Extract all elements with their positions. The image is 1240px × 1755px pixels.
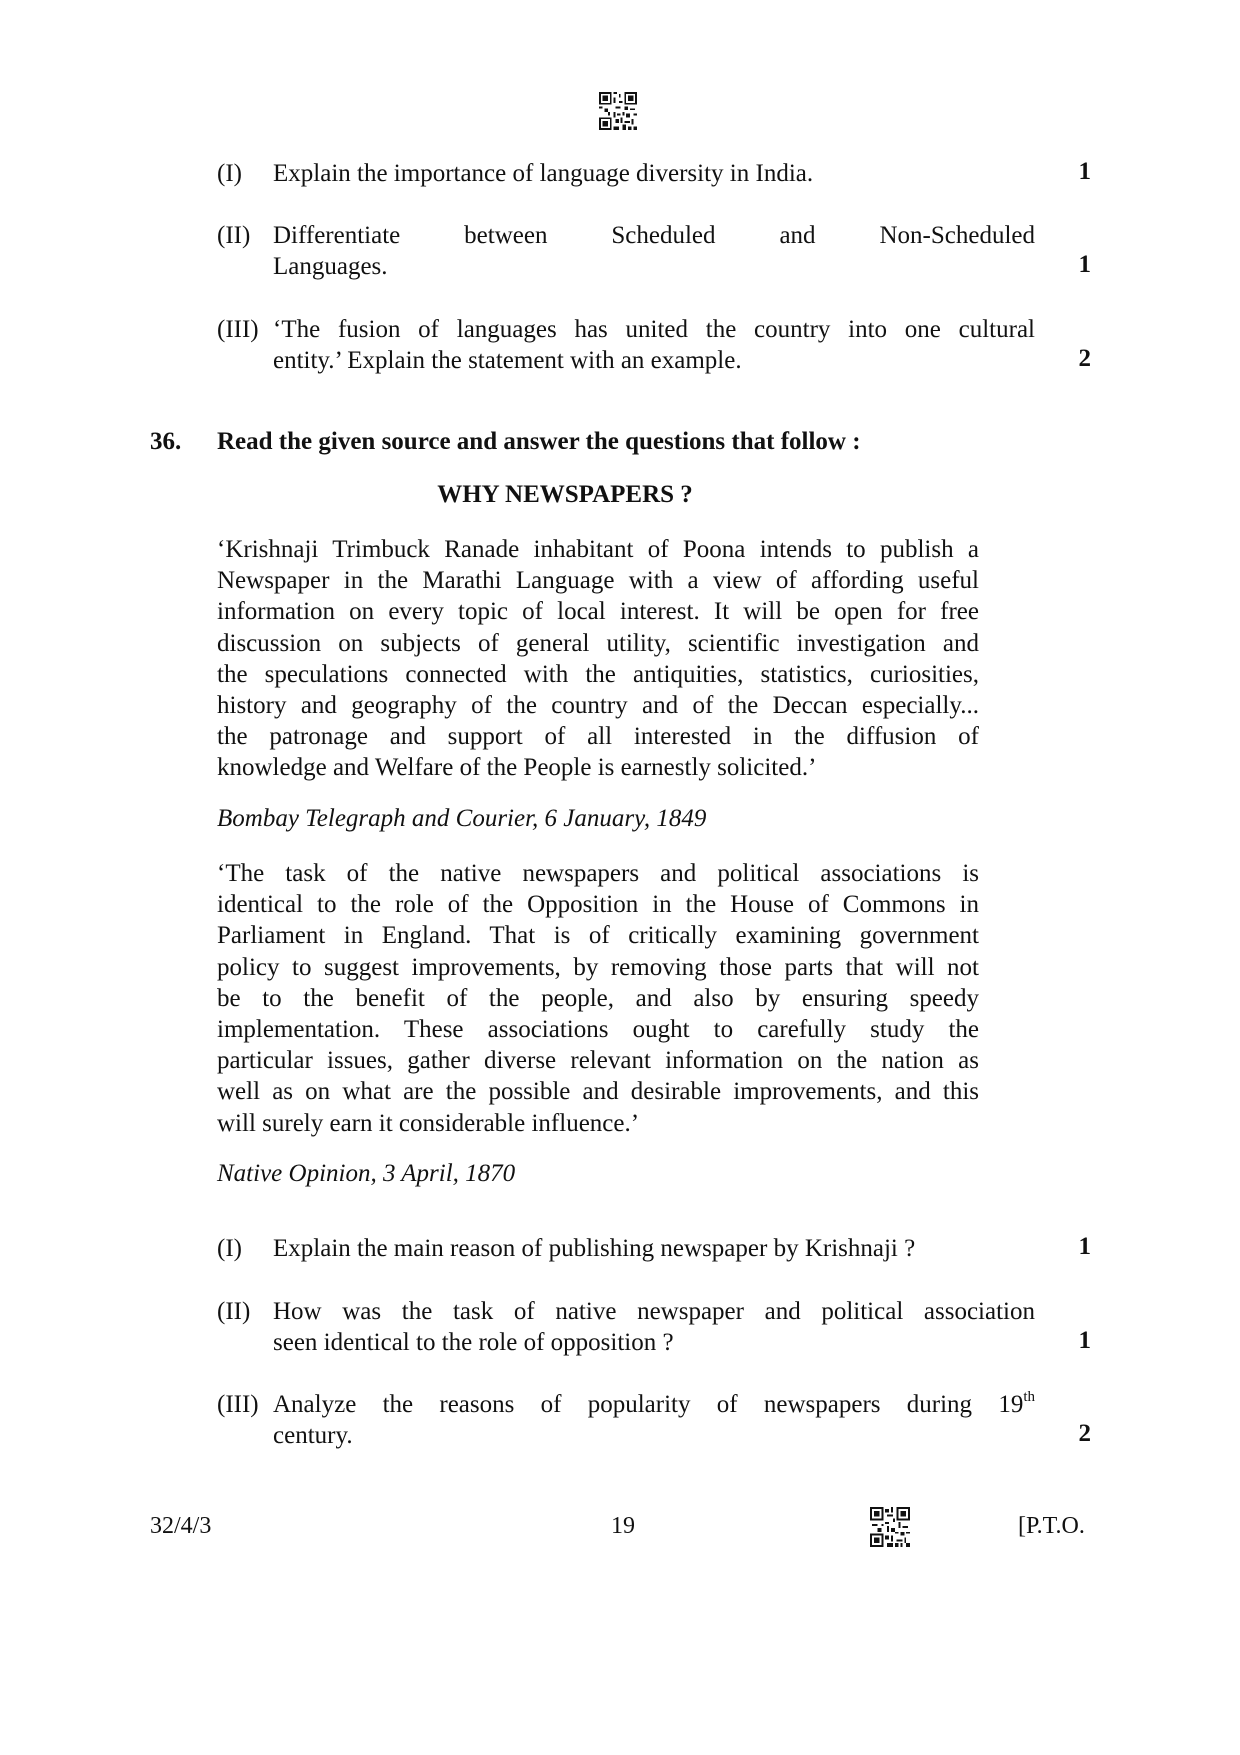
passage-line: will surely earn it considerable influence.’ bbox=[217, 1109, 640, 1137]
pto-label: [P.T.O. bbox=[1018, 1513, 1085, 1539]
question-number: (I) bbox=[217, 1235, 242, 1262]
question-text-line: How was the task of native newspaper and political association bbox=[273, 1298, 1035, 1325]
passage-line: be to the benefit of the people, and also by ensuring speedy bbox=[217, 984, 979, 1012]
question-text-line: entity.’ Explain the statement with an example. bbox=[273, 347, 742, 374]
marks: 2 bbox=[1078, 1420, 1091, 1447]
passage-line: well as on what are the possible and desirable improvements, and this bbox=[217, 1078, 979, 1106]
question-text-line: seen identical to the role of opposition ? bbox=[273, 1329, 674, 1356]
passage-line: the speculations connected with the antiquities, statistics, curiosities, bbox=[217, 660, 979, 688]
question-text-line bbox=[273, 1389, 1035, 1420]
ordinal-suffix: th bbox=[1023, 1389, 1035, 1405]
passage-line: history and geography of the country and of the Deccan especially... bbox=[217, 692, 979, 720]
passage-line: ‘Krishnaji Trimbuck Ranade inhabitant of Poona intends to publish a bbox=[217, 536, 979, 563]
passage-line: ‘The task of the native newspapers and political associations is bbox=[217, 860, 979, 887]
question-instruction: Read the given source and answer the questions that follow : bbox=[217, 428, 861, 455]
marks: 1 bbox=[1078, 1327, 1091, 1354]
source-passage-1 bbox=[217, 534, 979, 784]
question-text-line: Differentiate between Scheduled and Non-Scheduled bbox=[273, 222, 1035, 249]
passage-line: Newspaper in the Marathi Language with a view of affording useful bbox=[217, 567, 979, 595]
passage-line: implementation. These associations ought to carefully study the bbox=[217, 1016, 979, 1044]
question-number: (II) bbox=[217, 1298, 251, 1325]
passage-line: identical to the role of the Opposition in the House of Commons in bbox=[217, 891, 979, 919]
paper-code: 32/4/3 bbox=[150, 1513, 212, 1539]
question-text: Explain the main reason of publishing newspaper by Krishnaji ? bbox=[273, 1235, 916, 1262]
passage-line: the patronage and support of all interested in the diffusion of bbox=[217, 723, 979, 751]
qr-code-icon bbox=[870, 1507, 910, 1547]
passage-line: knowledge and Welfare of the People is earnestly solicited.’ bbox=[217, 754, 817, 782]
question-text-line: ‘The fusion of languages has united the country into one cultural bbox=[273, 316, 1035, 343]
source-passage-2 bbox=[217, 858, 979, 1139]
marks: 1 bbox=[1078, 158, 1091, 185]
question-text: Analyze the reasons of popularity of newspapers during 19 bbox=[273, 1391, 1024, 1418]
question-number: (III) bbox=[217, 316, 259, 343]
question-number: (I) bbox=[217, 160, 242, 187]
question-number: (II) bbox=[217, 222, 251, 249]
qr-code-icon bbox=[599, 92, 637, 130]
source-title: WHY NEWSPAPERS ? bbox=[437, 481, 693, 508]
page-number: 19 bbox=[611, 1513, 635, 1539]
marks: 1 bbox=[1078, 1233, 1091, 1260]
question-number: (III) bbox=[217, 1391, 259, 1418]
question-number: 36. bbox=[150, 428, 182, 455]
source-citation-1: Bombay Telegraph and Courier, 6 January, 1849 bbox=[217, 805, 707, 832]
passage-line: policy to suggest improvements, by removing those parts that will not bbox=[217, 953, 979, 981]
passage-line: discussion on subjects of general utility, scientific investigation and bbox=[217, 629, 979, 657]
marks: 2 bbox=[1078, 345, 1091, 372]
passage-line: particular issues, gather diverse relevant information on the nation as bbox=[217, 1047, 979, 1075]
question-text: Explain the importance of language diversity in India. bbox=[273, 160, 814, 187]
passage-line: information on every topic of local interest. It will be open for free bbox=[217, 598, 979, 626]
question-text-line: century. bbox=[273, 1422, 353, 1449]
passage-line: Parliament in England. That is of critically examining government bbox=[217, 922, 979, 950]
question-text-line: Languages. bbox=[273, 253, 388, 280]
marks: 1 bbox=[1078, 251, 1091, 278]
source-citation-2: Native Opinion, 3 April, 1870 bbox=[217, 1160, 516, 1187]
